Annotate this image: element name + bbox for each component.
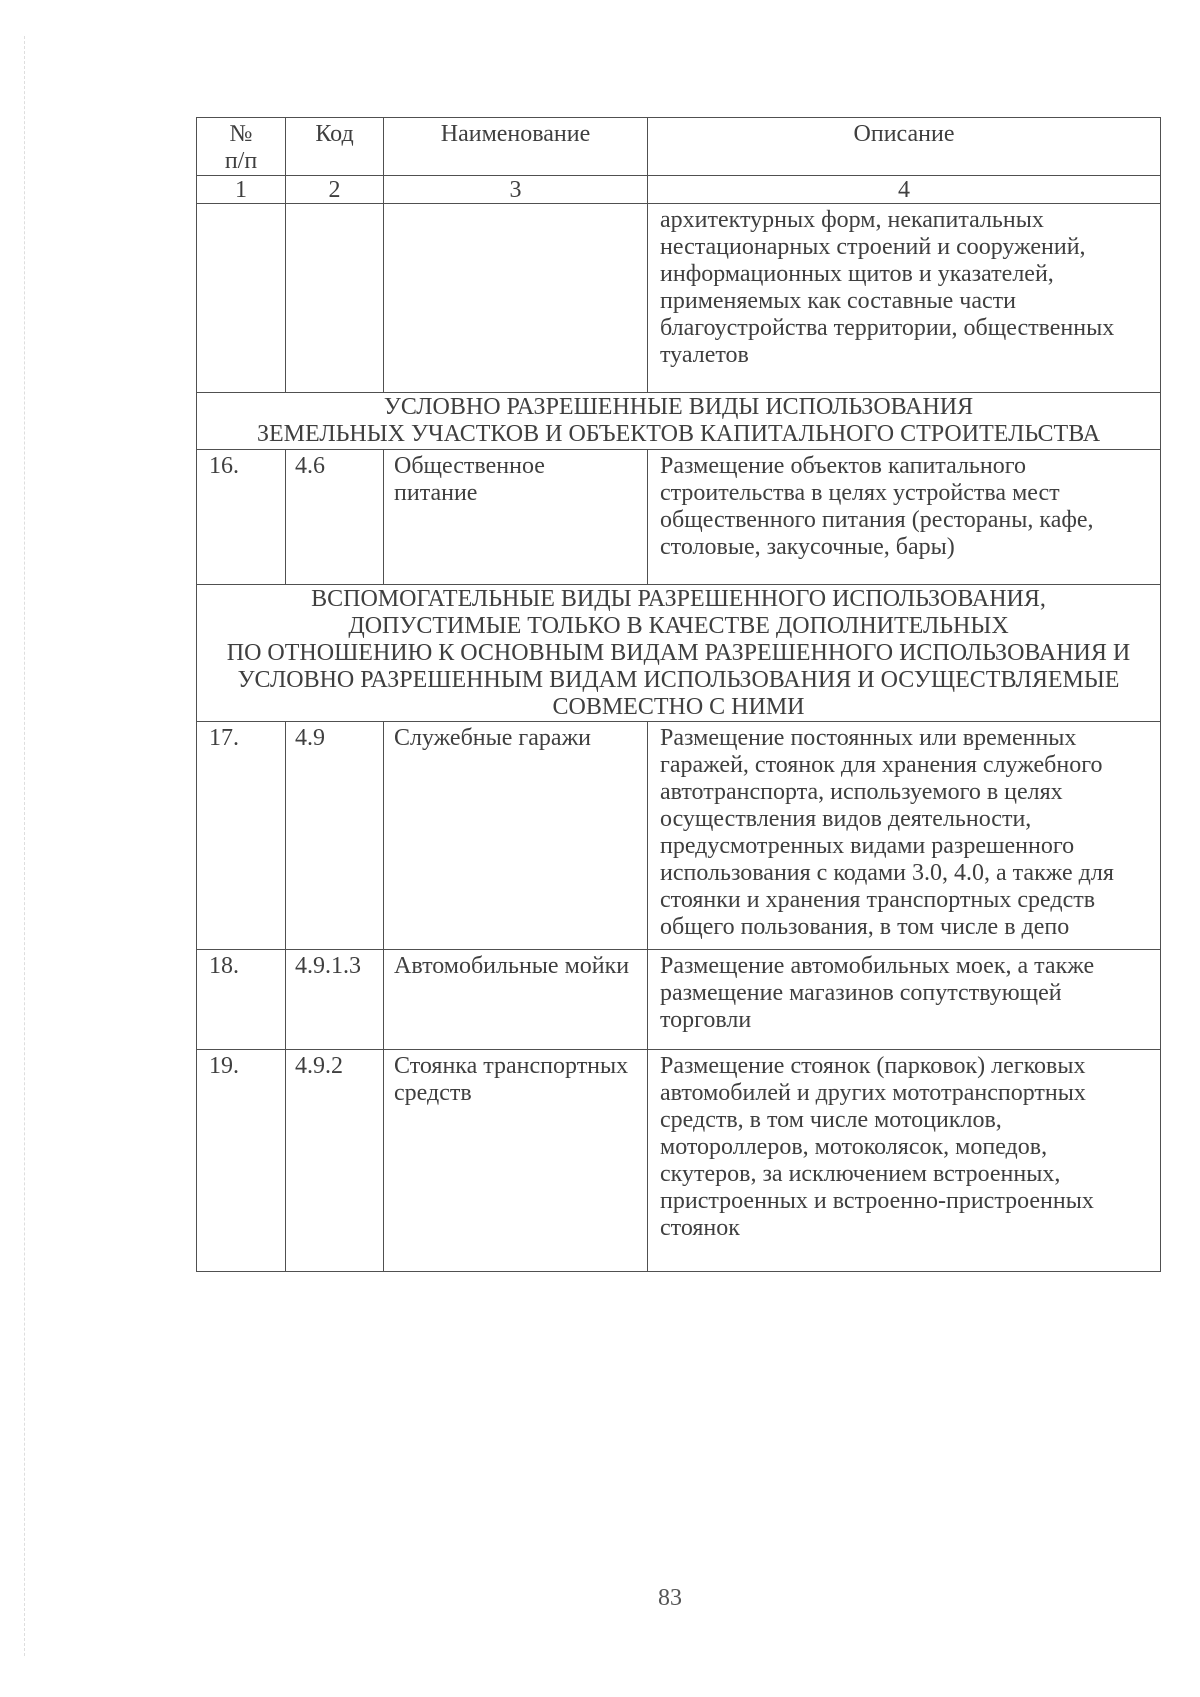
text-line: гаражей, стоянок для хранения служебного [660,752,1103,778]
column-index: 4 [648,176,1161,204]
text-line: ВСПОМОГАТЕЛЬНЫЕ ВИДЫ РАЗРЕШЕННОГО ИСПОЛЬЗОВАНИЯ, [311,585,1046,612]
text-line: информационных щитов и указателей, [660,261,1054,287]
table-row [197,950,1161,1050]
text-line: Автомобильные мойки [394,953,630,979]
text-line: автомобилей и других мототранспортных [660,1080,1086,1106]
text-line: стоянки и хранения транспортных средств [660,887,1096,913]
table-header-row [197,118,1161,176]
text-line: строительства в целях устройства мест [660,480,1060,506]
column-numbers-row [197,176,1161,204]
row-description [648,722,1161,950]
text-line: средств, в том числе мотоциклов, [660,1107,1002,1133]
row-name [384,950,648,1050]
header-name: Наименование [384,118,648,176]
row-code: 4.9 [286,722,384,950]
column-index: 2 [286,176,384,204]
text-line: мотороллеров, мотоколясок, мопедов, [660,1134,1048,1160]
text-line: использования с кодами 3.0, 4.0, а также для [660,860,1114,886]
row-description [648,204,1161,393]
header-code: Код [286,118,384,176]
table-row-continued [197,204,1161,393]
column-index: 1 [197,176,286,204]
text-line: Служебные гаражи [394,725,591,751]
text-line: ЗЕМЕЛЬНЫХ УЧАСТКОВ И ОБЪЕКТОВ КАПИТАЛЬНОГО СТРОИТЕЛЬСТВА [256,421,1101,447]
page-number: 83 [658,1585,682,1611]
text-line: стоянок [660,1215,740,1241]
row-code: 4.6 [286,450,384,585]
text-line: размещение магазинов сопутствующей [660,980,1062,1006]
text-line: благоустройства территории, общественных [660,315,1115,341]
text-line: торговли [660,1007,752,1033]
text-line: столовые, закусочные, бары) [660,534,955,560]
text-line: общего пользования, в том числе в депо [660,914,1070,940]
section-heading [197,393,1161,450]
text-line: Размещение автомобильных моек, а также [660,953,1095,979]
row-description [648,450,1161,585]
section-heading-row [197,585,1161,722]
text-line: скутеров, за исключением встроенных, [660,1161,1061,1187]
row-code: 4.9.1.3 [286,950,384,1050]
text-line: нестационарных строений и сооружений, [660,234,1086,260]
row-number: 19. [197,1050,286,1272]
text-line: УСЛОВНО РАЗРЕШЕННЫЕ ВИДЫ ИСПОЛЬЗОВАНИЯ [383,394,974,420]
text-line: общественного питания (рестораны, кафе, [660,507,1094,533]
section-heading [197,585,1161,722]
row-description [648,1050,1161,1272]
section-heading-row [197,393,1161,450]
table-row [197,450,1161,585]
row-number: 18. [197,950,286,1050]
text-line: Общественное [394,453,545,479]
text-line: Размещение постоянных или временных [660,725,1077,751]
header-number [197,118,286,176]
text-line: СОВМЕСТНО С НИМИ [552,693,805,720]
text-line: Стоянка транспортных [394,1053,629,1079]
text-line: п/п [224,148,258,174]
text-line: Размещение стоянок (парковок) легковых [660,1053,1086,1079]
row-number: 16. [197,450,286,585]
row-name [384,450,648,585]
text-line: предусмотренных видами разрешенного [660,833,1075,859]
row-number: 17. [197,722,286,950]
table-row [197,1050,1161,1272]
text-line: УСЛОВНО РАЗРЕШЕННЫМ ВИДАМ ИСПОЛЬЗОВАНИЯ И ОСУЩЕСТВЛЯЕМЫЕ [237,666,1120,693]
text-line: ПО ОТНОШЕНИЮ К ОСНОВНЫМ ВИДАМ РАЗРЕШЕННОГО ИСПОЛЬЗОВАНИЯ И [226,639,1131,666]
text-line: пристроенных и встроенно-пристроенных [660,1188,1094,1214]
text-line: № [229,121,253,147]
row-name [384,1050,648,1272]
row-code: 4.9.2 [286,1050,384,1272]
text-line: применяемых как составные части [660,288,1016,314]
text-line: ДОПУСТИМЫЕ ТОЛЬКО В КАЧЕСТВЕ ДОПОЛНИТЕЛЬНЫХ [348,612,1009,639]
text-line: архитектурных форм, некапитальных [660,207,1044,233]
row-description [648,950,1161,1050]
text-line: туалетов [660,342,749,368]
header-description: Описание [648,118,1161,176]
empty-cell [197,204,286,393]
table-row [197,722,1161,950]
text-line: автотранспорта, используемого в целях [660,779,1063,805]
scan-edge-line [24,36,25,1656]
land-use-table [196,117,1161,1272]
text-line: осуществления видов деятельности, [660,806,1032,832]
text-line: средств [394,1080,472,1106]
column-index: 3 [384,176,648,204]
text-line: Размещение объектов капитального [660,453,1026,479]
text-line: питание [394,480,478,506]
row-name [384,722,648,950]
empty-cell [384,204,648,393]
empty-cell [286,204,384,393]
